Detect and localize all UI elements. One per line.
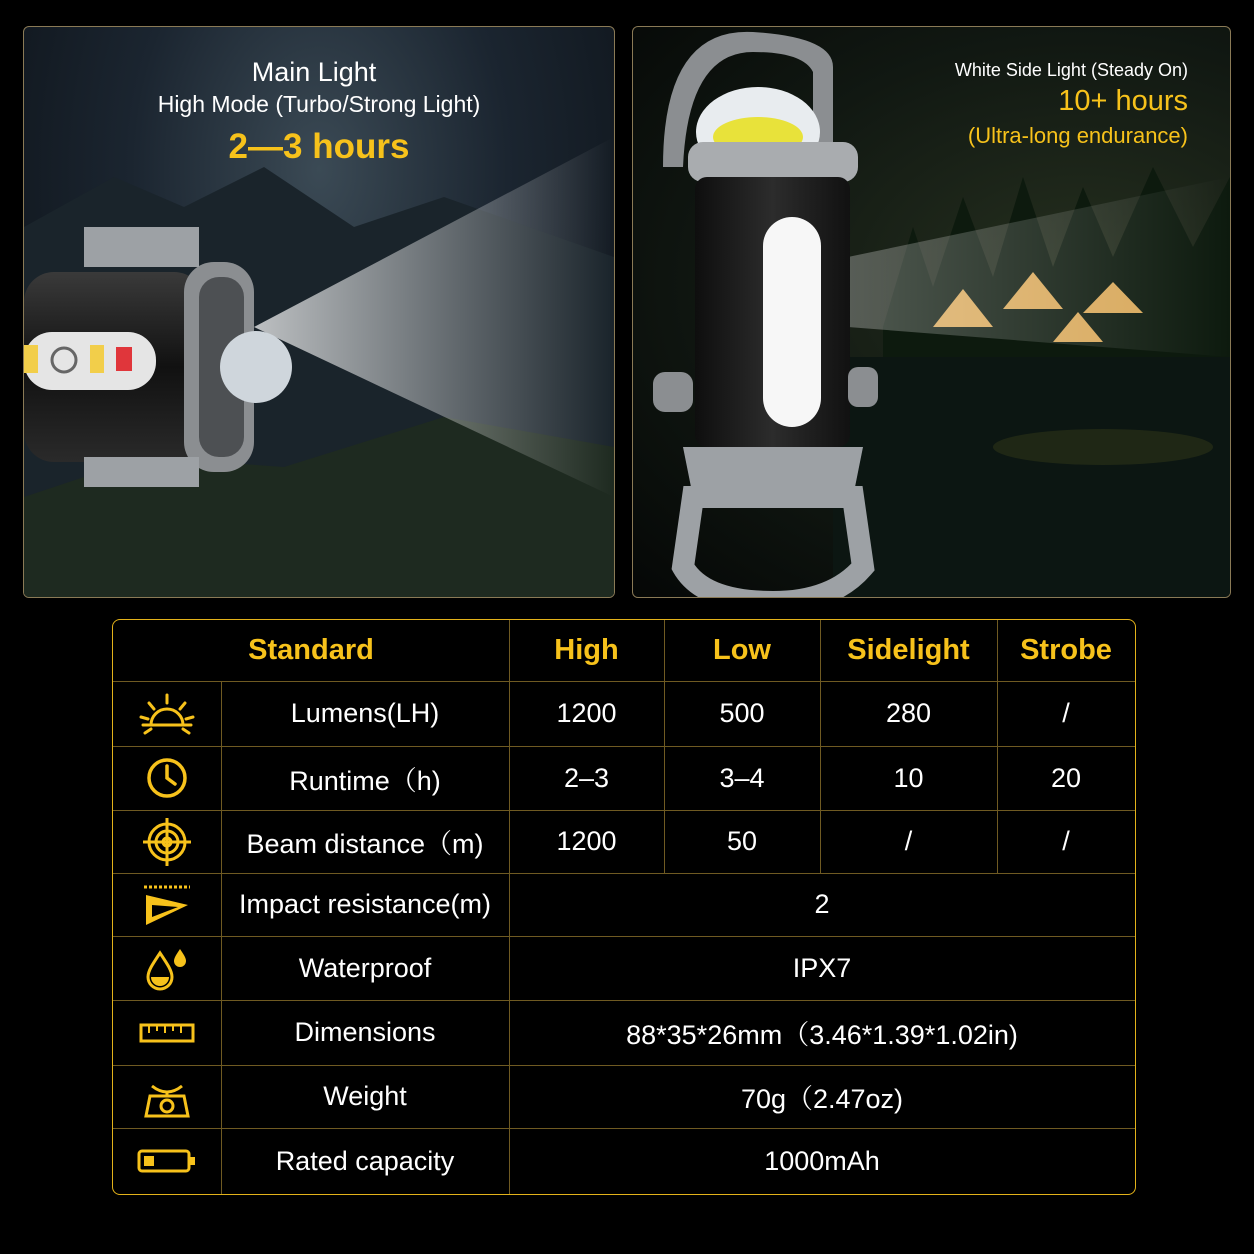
main-light-title: Main Light	[251, 57, 377, 87]
cell-capacity-value: 1000mAh	[764, 1145, 880, 1176]
cell-runtime-low: 3–4	[719, 762, 765, 793]
cell-weight-value: 70g（2.47oz)	[740, 1084, 904, 1114]
cell-dimensions-value: 88*35*26mm（3.46*1.39*1.02in)	[626, 1020, 1018, 1050]
main-light-mode: High Mode (Turbo/Strong Light)	[157, 91, 481, 117]
row-label-runtime: Runtime（h)	[289, 765, 441, 796]
row-label-weight: Weight	[323, 1081, 407, 1111]
header-strobe: Strobe	[1020, 634, 1112, 666]
cell-lumens-high: 1200	[556, 698, 617, 728]
row-label-beam-distance: Beam distance（m)	[246, 829, 484, 859]
cell-lumens-sidelight: 280	[885, 698, 932, 728]
side-light-runtime: 10+ hours	[1058, 85, 1188, 117]
side-light-note: (Ultra-long endurance)	[967, 123, 1188, 148]
cell-impact-value: 2	[814, 889, 830, 919]
ruler-icon	[113, 1000, 221, 1065]
scale-icon	[113, 1065, 221, 1128]
clock-icon	[113, 746, 221, 810]
cell-runtime-high: 2–3	[563, 762, 610, 793]
impact-icon	[113, 873, 221, 936]
cell-runtime-strobe: 20	[1050, 762, 1082, 793]
cell-runtime-sidelight: 10	[893, 762, 924, 793]
row-label-capacity: Rated capacity	[275, 1145, 455, 1176]
main-light-panel	[23, 26, 615, 598]
cell-waterproof-value: IPX7	[792, 952, 852, 983]
row-label-lumens: Lumens(LH)	[290, 698, 440, 728]
water-drop-icon	[113, 936, 221, 1000]
cell-lumens-low: 500	[719, 698, 765, 728]
header-high: High	[554, 634, 619, 666]
cell-beam-strobe: /	[1062, 826, 1070, 856]
header-sidelight: Sidelight	[847, 634, 970, 666]
cell-beam-low: 50	[726, 826, 758, 856]
header-standard: Standard	[248, 634, 374, 666]
cell-beam-high: 1200	[556, 826, 617, 856]
side-light-title: White Side Light (Steady On)	[954, 60, 1188, 80]
side-light-panel	[632, 26, 1231, 598]
cell-lumens-strobe: /	[1062, 698, 1070, 728]
spec-table	[112, 619, 1136, 1195]
battery-icon	[113, 1128, 221, 1194]
main-light-runtime: 2—3 hours	[228, 127, 410, 166]
row-label-dimensions: Dimensions	[294, 1017, 436, 1047]
sun-icon	[113, 681, 221, 746]
row-label-waterproof: Waterproof	[298, 952, 432, 983]
target-icon	[113, 810, 221, 873]
cell-beam-sidelight: /	[904, 826, 913, 856]
header-low: Low	[713, 634, 771, 666]
row-label-impact: Impact resistance(m)	[238, 889, 492, 919]
